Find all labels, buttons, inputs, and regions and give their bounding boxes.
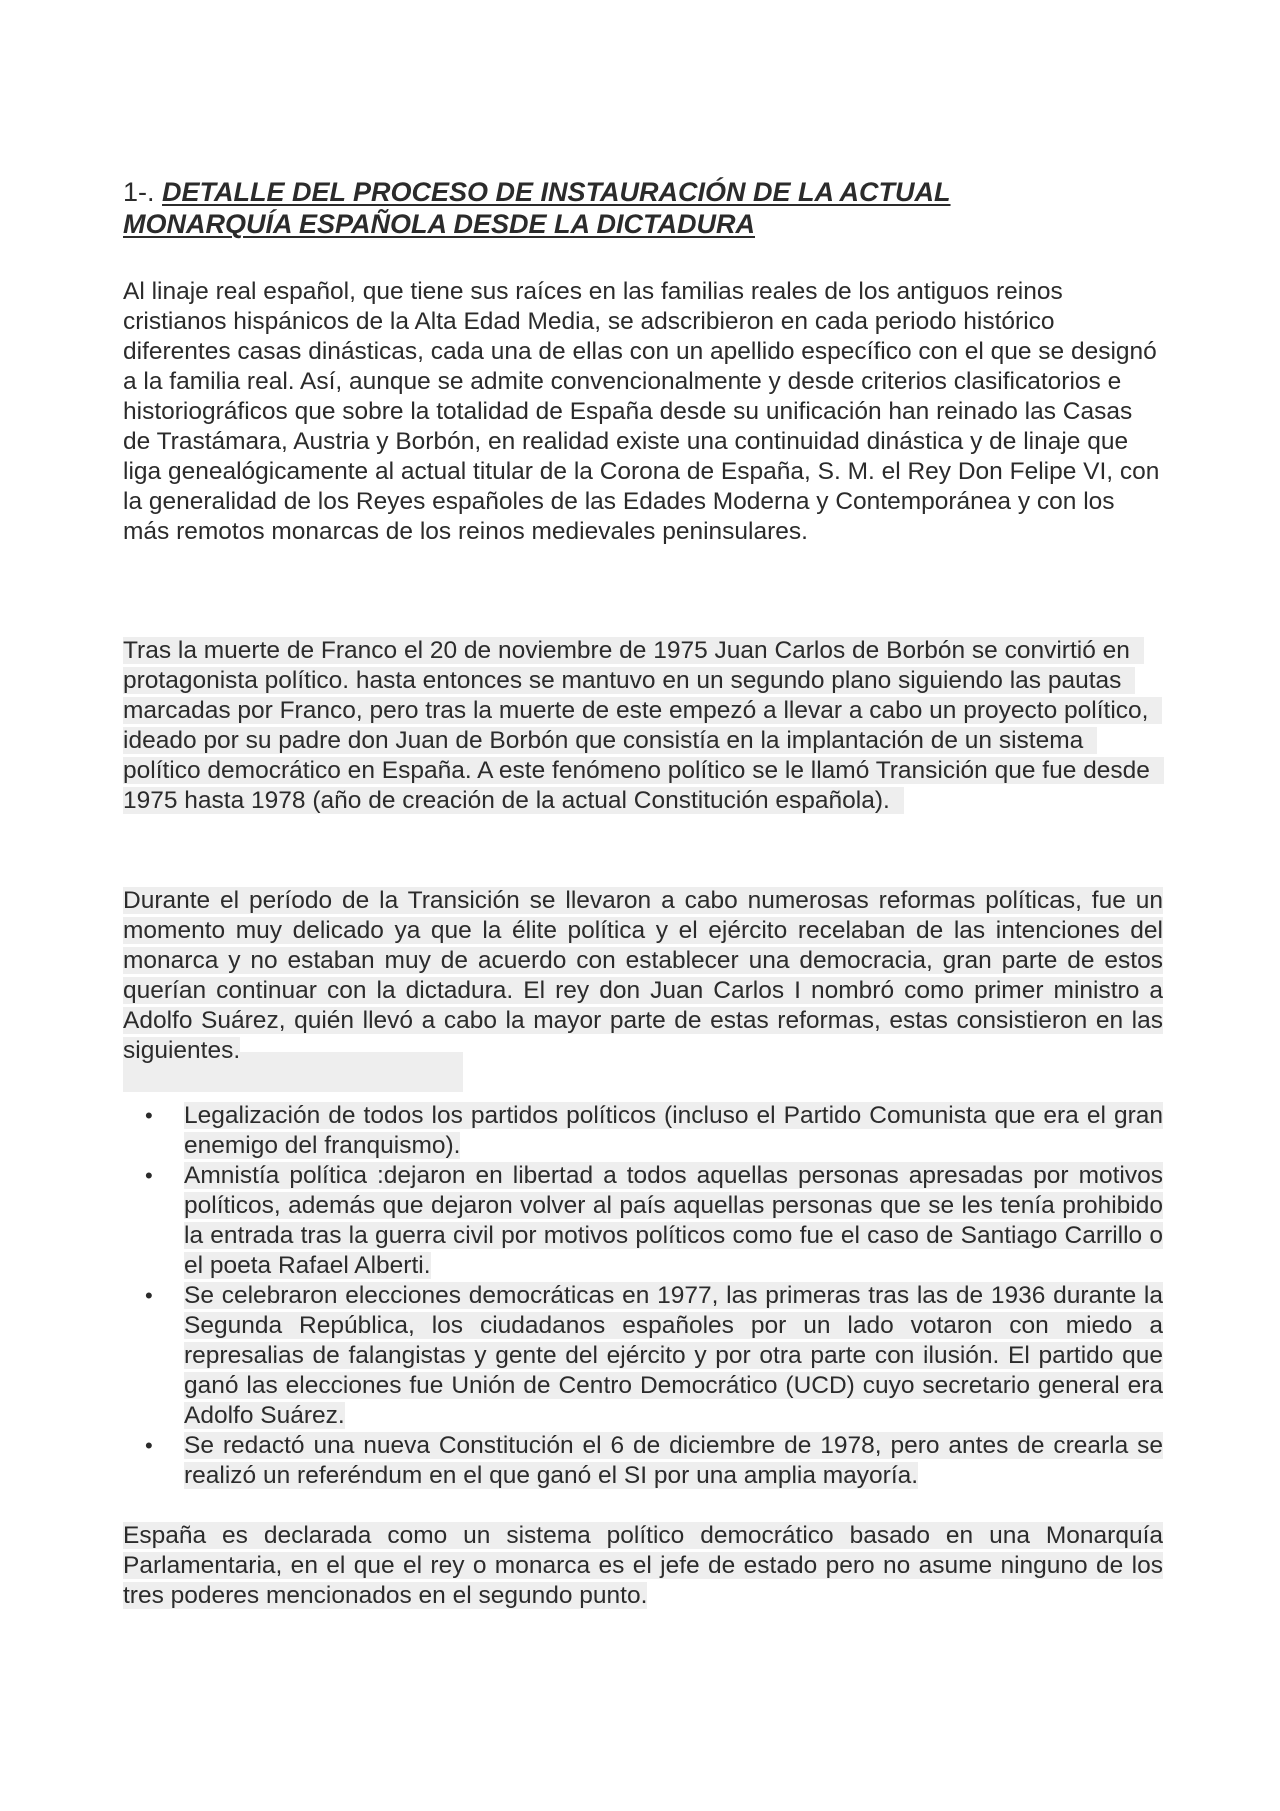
- paragraph-conclusion-text: España es declarada como un sistema político democrático basado en una Monarquía Parlamentaria, en el que el rey o monarca es el jefe de estado pero no asume ninguno de los tres poderes mencionados en el segundo punto.: [123, 1522, 1163, 1609]
- list-item: [123, 1431, 1163, 1491]
- section-heading: [123, 176, 1023, 240]
- list-item-text: Legalización de todos los partidos políticos (incluso el Partido Comunista que era el gran enemigo del franquismo).: [184, 1102, 1163, 1159]
- paragraph-conclusion: [123, 1521, 1163, 1611]
- bullet-icon: •: [145, 1283, 153, 1308]
- list-item: [123, 1161, 1163, 1281]
- paragraph-transicion-text: Tras la muerte de Franco el 20 de noviembre de 1975 Juan Carlos de Borbón se convirtió en protagonista político. hasta entonces se mantuvo en un segundo plano siguiendo las pautas marcadas por Franco, pero tras la muerte de este empezó a llevar a cabo un proyecto político, ideado por su padre don Juan de Borbón que consistía en la implantación de un sistema político democrático en España. A este fenómeno político se le llamó Transición que fue desde 1975 hasta 1978 (año de creación de la actual Constitución española).: [123, 637, 1164, 814]
- bullet-icon: •: [145, 1103, 153, 1128]
- paragraph-linaje: Al linaje real español, que tiene sus raíces en las familias reales de los antiguos reinos cristianos hispánicos de la Alta Edad Media, se adscribieron en cada periodo histórico diferentes casas dinásticas, cada una de ellas con un apellido específico con el que se designó a la familia real. Así, aunque se admite convencionalmente y desde criterios clasificatorios e historiográficos que sobre la totalidad de España desde su unificación han reinado las Casas de Trastámara, Austria y Borbón, en realidad existe una continuidad dinástica y de linaje que liga genealógicamente al actual titular de la Corona de España, S. M. el Rey Don Felipe VI, con la generalidad de los Reyes españoles de las Edades Moderna y Contemporánea y con los más remotos monarcas de los reinos medievales peninsulares.: [123, 278, 1160, 545]
- list-item-text: Se celebraron elecciones democráticas en 1977, las primeras tras las de 1936 durante la Segunda República, los ciudadanos españoles por un lado votaron con miedo a represalias de falangistas y gente del ejército y por otra parte con ilusión. El partido que ganó las elecciones fue Unión de Centro Democrático (UCD) cuyo secretario general era Adolfo Suárez.: [184, 1282, 1163, 1429]
- paragraph-reformas: [123, 886, 1163, 1066]
- list-item-text: Se redactó una nueva Constitución el 6 de diciembre de 1978, pero antes de crearla se realizó un referéndum en el que ganó el SI por una amplia mayoría.: [184, 1432, 1163, 1489]
- reform-list: [123, 1101, 1163, 1491]
- list-item: [123, 1281, 1163, 1431]
- list-item: [123, 1101, 1163, 1161]
- bullet-icon: •: [145, 1433, 153, 1458]
- paragraph-transicion: [123, 636, 1163, 816]
- section-number: 1-.: [123, 177, 163, 207]
- paragraph-reformas-text: Durante el período de la Transición se llevaron a cabo numerosas reformas políticas, fue un momento muy delicado ya que la élite política y el ejército recelaban de las intenciones del monarca y no estaban muy de acuerdo con establecer una democracia, gran parte de estos querían continuar con la dictadura. El rey don Juan Carlos I nombró como primer ministro a Adolfo Suárez, quién llevó a cabo la mayor parte de estas reformas, estas consistieron en las siguientes.: [123, 887, 1163, 1064]
- list-item-text: Amnistía política :dejaron en libertad a todos aquellas personas apresadas por motivos políticos, además que dejaron volver al país aquellas personas que se les tenía prohibido la entrada tras la guerra civil por motivos políticos como fue el caso de Santiago Carrillo o el poeta Rafael Alberti.: [184, 1162, 1163, 1279]
- section-title: DETALLE DEL PROCESO DE INSTAURACIÓN DE LA ACTUAL MONARQUÍA ESPAÑOLA DESDE LA DICTADURA: [123, 177, 951, 239]
- bullet-icon: •: [145, 1163, 153, 1188]
